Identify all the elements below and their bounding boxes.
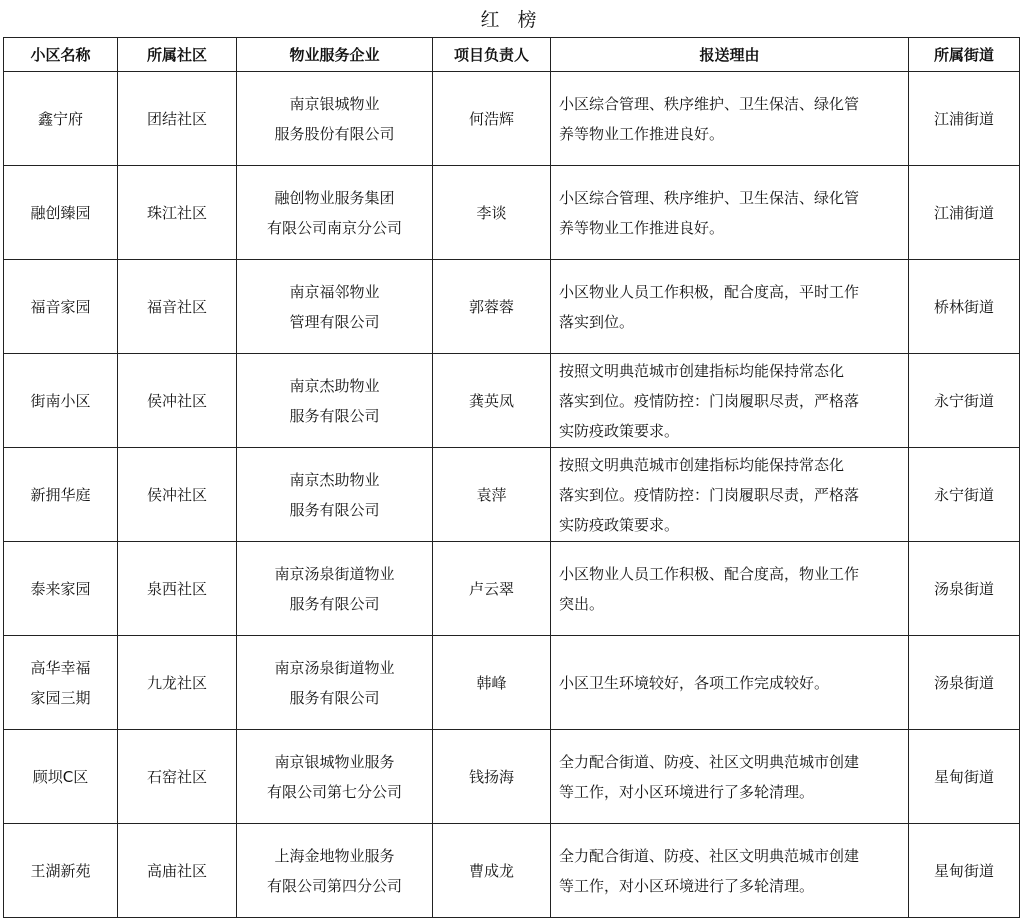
cell-manager: [433, 824, 551, 918]
cell-name-text: 鑫宁府: [37, 109, 83, 128]
cell-street: [909, 354, 1020, 448]
cell-company: [237, 72, 433, 166]
cell-reason-text: 小区物业人员工作积极、配合度高，物业工作 突出。: [559, 564, 860, 613]
cell-community-text: 珠江社区: [146, 203, 207, 222]
cell-community: [118, 260, 237, 354]
cell-community-text: 高庙社区: [146, 861, 207, 880]
cell-manager: [433, 542, 551, 636]
cell-reason-text: 小区综合管理、秩序维护、卫生保洁、绿化管 养等物业工作推进良好。: [559, 94, 860, 143]
cell-manager: [433, 260, 551, 354]
cell-manager-text: 李谈: [476, 203, 507, 222]
table-row: [4, 448, 1020, 542]
cell-company: [237, 824, 433, 918]
cell-name: [4, 72, 118, 166]
header-row: [4, 38, 1020, 72]
cell-reason: [551, 824, 909, 918]
cell-name: [4, 166, 118, 260]
cell-community: [118, 166, 237, 260]
cell-company-text: 南京汤泉街道物业 服务有限公司: [274, 658, 395, 707]
cell-company-text: 南京银城物业 服务股份有限公司: [274, 94, 395, 143]
cell-street: [909, 448, 1020, 542]
cell-manager: [433, 354, 551, 448]
cell-manager-text: 何浩辉: [468, 109, 514, 128]
cell-name-text: 街南小区: [30, 391, 91, 410]
cell-reason-text: 全力配合街道、防疫、社区文明典范城市创建 等工作，对小区环境进行了多轮清理。: [559, 752, 860, 801]
table-row: [4, 354, 1020, 448]
table-row: [4, 636, 1020, 730]
cell-street-text: 江浦街道: [934, 109, 995, 128]
table-row: [4, 730, 1020, 824]
cell-street-text: 星甸街道: [934, 767, 995, 786]
cell-street-text: 星甸街道: [934, 861, 995, 880]
cell-community: [118, 636, 237, 730]
cell-company-text: 南京杰助物业 服务有限公司: [289, 376, 380, 425]
cell-street-text: 桥林街道: [934, 297, 995, 316]
cell-company-text: 南京汤泉街道物业 服务有限公司: [274, 564, 395, 613]
cell-name-text: 高华幸福 家园三期: [30, 658, 91, 707]
cell-reason: [551, 166, 909, 260]
cell-community-text: 侯冲社区: [146, 485, 207, 504]
cell-name-text: 泰来家园: [30, 579, 91, 598]
cell-reason: [551, 72, 909, 166]
cell-community: [118, 72, 237, 166]
table-row: [4, 166, 1020, 260]
cell-reason: [551, 636, 909, 730]
cell-reason-text: 小区卫生环境较好，各项工作完成较好。: [559, 673, 830, 692]
header-street: 所属街道: [909, 38, 1020, 72]
cell-company: [237, 636, 433, 730]
cell-community: [118, 354, 237, 448]
cell-name: [4, 730, 118, 824]
cell-name: [4, 824, 118, 918]
cell-reason-text: 按照文明典范城市创建指标均能保持常态化 落实到位。疫情防控：门岗履职尽责，严格落 实防疫政策要求。: [559, 361, 860, 440]
table-row: [4, 260, 1020, 354]
cell-community-text: 九龙社区: [146, 673, 207, 692]
cell-manager: [433, 636, 551, 730]
cell-community: [118, 448, 237, 542]
cell-manager-text: 袁萍: [476, 485, 507, 504]
cell-reason: [551, 448, 909, 542]
cell-community: [118, 824, 237, 918]
table-row: [4, 72, 1020, 166]
cell-street: [909, 72, 1020, 166]
cell-company-text: 南京福邻物业 管理有限公司: [289, 282, 380, 331]
cell-street: [909, 542, 1020, 636]
cell-name-text: 福音家园: [30, 297, 91, 316]
cell-name: [4, 542, 118, 636]
cell-community: [118, 730, 237, 824]
cell-street: [909, 824, 1020, 918]
cell-company: [237, 542, 433, 636]
cell-street-text: 汤泉街道: [934, 673, 995, 692]
cell-name: [4, 260, 118, 354]
cell-name: [4, 448, 118, 542]
cell-manager-text: 钱扬海: [468, 767, 514, 786]
cell-company: [237, 730, 433, 824]
cell-street: [909, 260, 1020, 354]
cell-manager-text: 龚英凤: [468, 391, 514, 410]
cell-community-text: 团结社区: [146, 109, 207, 128]
header-manager: 项目负责人: [433, 38, 551, 72]
cell-manager-text: 卢云翠: [468, 579, 514, 598]
cell-company-text: 融创物业服务集团 有限公司南京分公司: [266, 188, 402, 237]
cell-street-text: 江浦街道: [934, 203, 995, 222]
cell-name-text: 王湖新苑: [30, 861, 91, 880]
cell-name-text: 融创臻园: [30, 203, 91, 222]
cell-manager-text: 韩峰: [476, 673, 507, 692]
cell-name: [4, 636, 118, 730]
cell-company: [237, 354, 433, 448]
table-title: 红 榜: [4, 3, 1020, 38]
cell-company: [237, 166, 433, 260]
cell-manager-text: 曹成龙: [468, 861, 514, 880]
cell-reason: [551, 542, 909, 636]
cell-community: [118, 542, 237, 636]
red-list-table: [3, 3, 1020, 918]
header-company: 物业服务企业: [237, 38, 433, 72]
cell-reason: [551, 354, 909, 448]
cell-reason-text: 按照文明典范城市创建指标均能保持常态化 落实到位。疫情防控：门岗履职尽责，严格落 实防疫政策要求。: [559, 455, 860, 534]
cell-community-text: 福音社区: [146, 297, 207, 316]
cell-community-text: 石窑社区: [146, 767, 207, 786]
cell-reason-text: 小区物业人员工作积极，配合度高，平时工作 落实到位。: [559, 282, 860, 331]
cell-reason-text: 小区综合管理、秩序维护、卫生保洁、绿化管 养等物业工作推进良好。: [559, 188, 860, 237]
cell-street: [909, 636, 1020, 730]
cell-reason: [551, 730, 909, 824]
cell-manager: [433, 448, 551, 542]
cell-name: [4, 354, 118, 448]
cell-company: [237, 448, 433, 542]
table-row: [4, 542, 1020, 636]
title-row: [4, 3, 1020, 38]
cell-street-text: 汤泉街道: [934, 579, 995, 598]
cell-street: [909, 730, 1020, 824]
cell-reason: [551, 260, 909, 354]
cell-company: [237, 260, 433, 354]
cell-company-text: 南京银城物业服务 有限公司第七分公司: [266, 752, 402, 801]
cell-community-text: 泉西社区: [146, 579, 207, 598]
header-name: 小区名称: [4, 38, 118, 72]
table-row: [4, 824, 1020, 918]
cell-street: [909, 166, 1020, 260]
cell-street-text: 永宁街道: [934, 391, 995, 410]
cell-name-text: 顾坝C区: [32, 767, 89, 786]
header-reason: 报送理由: [551, 38, 909, 72]
header-community: 所属社区: [118, 38, 237, 72]
cell-manager: [433, 72, 551, 166]
cell-manager: [433, 730, 551, 824]
cell-company-text: 上海金地物业服务 有限公司第四分公司: [266, 846, 402, 895]
cell-manager: [433, 166, 551, 260]
cell-name-text: 新拥华庭: [30, 485, 91, 504]
cell-reason-text: 全力配合街道、防疫、社区文明典范城市创建 等工作，对小区环境进行了多轮清理。: [559, 846, 860, 895]
cell-company-text: 南京杰助物业 服务有限公司: [289, 470, 380, 519]
cell-community-text: 侯冲社区: [146, 391, 207, 410]
cell-manager-text: 郭蓉蓉: [468, 297, 514, 316]
cell-street-text: 永宁街道: [934, 485, 995, 504]
